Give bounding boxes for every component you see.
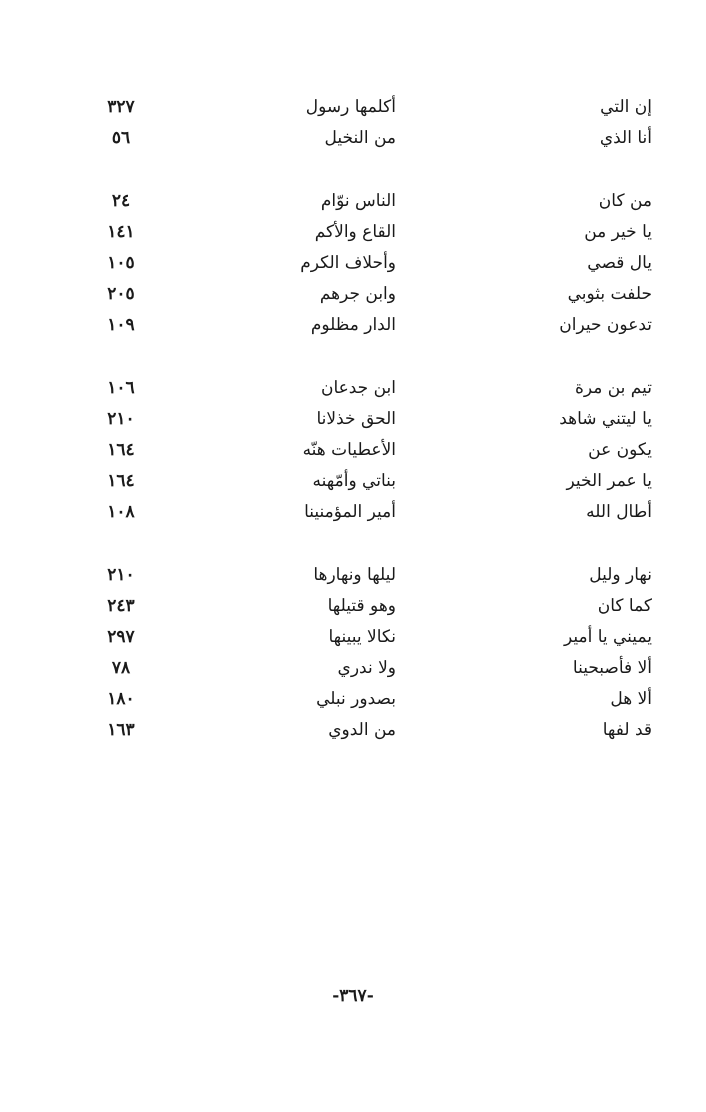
verse-ending: ابن جدعان: [320, 378, 396, 398]
index-row: [0, 123, 706, 154]
verse-ending: أمير المؤمنينا: [304, 502, 396, 522]
verse-ending: من النخيل: [324, 128, 396, 148]
verse-ending: ولا ندري: [337, 658, 396, 678]
page-reference: ٢٠٥: [107, 284, 135, 304]
verse-ending: أكلمها رسول: [305, 97, 396, 117]
verse-beginning: يميني يا أمير: [563, 627, 652, 647]
index-row: [0, 560, 706, 591]
index-row: [0, 653, 706, 684]
verse-beginning: نهار وليل: [589, 565, 652, 585]
verse-beginning: يا ليتني شاهد: [559, 409, 652, 429]
verse-beginning: من كان: [598, 191, 652, 211]
verse-beginning: يكون عن: [588, 440, 652, 460]
verse-beginning: حلفت بثوبي: [567, 284, 652, 304]
verse-ending: وابن جرهم: [319, 284, 396, 304]
index-row: [0, 248, 706, 279]
verse-ending: الحق خذلانا: [316, 409, 396, 429]
verse-beginning: يا خير من: [584, 222, 652, 242]
index-row: [0, 373, 706, 404]
index-row: [0, 217, 706, 248]
verse-ending: بناتي وأمّهنه: [312, 471, 396, 491]
verse-beginning: كما كان: [597, 596, 652, 616]
page-reference: ٢١٠: [107, 565, 135, 585]
index-row: [0, 279, 706, 310]
verse-beginning: ألا هل: [610, 689, 652, 709]
index-group: [0, 373, 706, 528]
page-reference: ١٠٥: [107, 253, 135, 273]
index-row: [0, 92, 706, 123]
index-row: [0, 466, 706, 497]
verse-ending: القاع والأكم: [314, 222, 396, 242]
index-group: [0, 92, 706, 154]
page-number: -٣٦٧-: [332, 986, 374, 1006]
verse-beginning: إن التي: [600, 97, 652, 117]
page-reference: ١٠٩: [107, 315, 135, 335]
index-row: [0, 497, 706, 528]
page-reference: ٢١٠: [107, 409, 135, 429]
verse-beginning: ألا فأصبحينا: [572, 658, 652, 678]
index-row: [0, 186, 706, 217]
verse-beginning: أطال الله: [586, 502, 652, 522]
page-reference: ٢٩٧: [107, 627, 135, 647]
verse-ending: الدار مظلوم: [310, 315, 396, 335]
index-row: [0, 591, 706, 622]
verse-beginning: تيم بن مرة: [574, 378, 652, 398]
page-reference: ٥٦: [111, 128, 131, 148]
verse-beginning: يا عمر الخير: [566, 471, 652, 491]
verse-ending: ليلها ونهارها: [313, 565, 396, 585]
page-reference: ١٨٠: [107, 689, 135, 709]
verse-ending: وهو قتيلها: [327, 596, 396, 616]
verse-beginning: يال قصي: [587, 253, 652, 273]
page-reference: ١٠٦: [107, 378, 135, 398]
page-reference: ٣٢٧: [107, 97, 135, 117]
verse-ending: بصدور نبلي: [316, 689, 396, 709]
index-group: [0, 186, 706, 341]
index-row: [0, 310, 706, 341]
index-row: [0, 622, 706, 653]
index-row: [0, 435, 706, 466]
page-reference: ٢٤: [111, 191, 131, 211]
index-row: [0, 404, 706, 435]
index-row: [0, 715, 706, 746]
verse-ending: الأعطيات هنّه: [302, 440, 396, 460]
index-group: [0, 560, 706, 746]
index-row: [0, 684, 706, 715]
verse-beginning: قد لفها: [602, 720, 652, 740]
page-reference: ١٤١: [107, 222, 135, 242]
page-reference: ١٦٣: [107, 720, 135, 740]
verse-ending: نكالا يبينها: [328, 627, 396, 647]
verse-ending: وأحلاف الكرم: [300, 253, 396, 273]
verse-beginning: تدعون حيران: [559, 315, 652, 335]
verse-ending: الناس نوّام: [320, 191, 396, 211]
verse-beginning: أنا الذي: [599, 128, 652, 148]
page-reference: ٧٨: [111, 658, 131, 678]
page-reference: ١٦٤: [107, 471, 135, 491]
page-reference: ١٠٨: [107, 502, 135, 522]
page-reference: ٢٤٣: [107, 596, 135, 616]
verse-index: [0, 92, 706, 778]
page-reference: ١٦٤: [107, 440, 135, 460]
verse-ending: من الدوي: [328, 720, 396, 740]
